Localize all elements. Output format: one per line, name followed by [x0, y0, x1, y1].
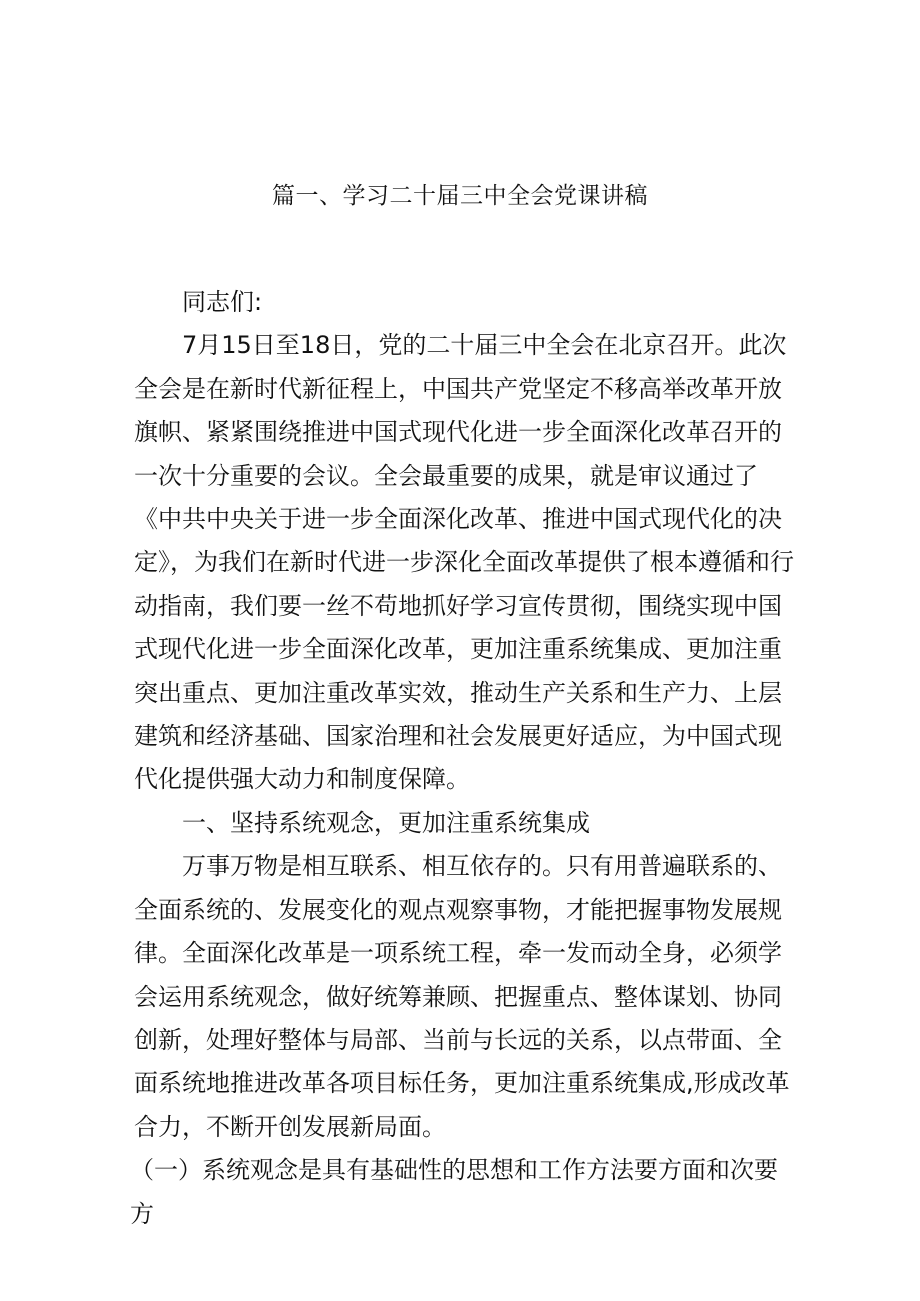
paragraph: 万事万物是相互联系、相互依存的。只有用普遍联系的、全面系统的、发展变化的观点观察事物，才能把握事物发展规律。全面深化改革是一项系统工程，牵一发而动全身，必须学会运用系统观念，做好统筹兼顾、把握重点、整体谋划、协同创新，处理好整体与局部、当前与长远的关系，以点带面、全面系统地推进改革各项目标任务，更加注重系统集成,形成改革合力，不断开创发展新局面。 — [134, 852, 790, 1141]
paragraph: 7月15日至18日，党的二十届三中全会在北京召开。此次全会是在新时代新征程上，中国共产党坚定不移高举改革开放旗帜、紧紧围绕推进中国式现代化进一步全面深化改革召开的一次十分重要的会议。全会最重要的成果，就是审议通过了《中共中央关于进一步全面深化改革、推进中国式现代化的决定》，为我们在新时代进一步深化全面改革提供了根本遵循和行动指南，我们要一丝不苟地抓好学习宣传贯彻，围绕实现中国式现代化进一步全面深化改革，更加注重系统集成、更加注重突出重点、更加注重改革实效，推动生产关系和生产力、上层建筑和经济基础、国家治理和社会发展更好适应，为中国式现代化提供强大动力和制度保障。 — [134, 331, 794, 794]
document-body — [130, 281, 794, 1236]
section-heading: 一、坚持系统观念，更加注重系统集成 — [182, 808, 590, 837]
subsection-heading: （一）系统观念是具有基础性的思想和工作方法要方面和次要方 — [130, 1156, 778, 1228]
salutation: 同志们: — [182, 288, 263, 316]
document-title: 篇一、学习二十届三中全会党课讲稿 — [272, 183, 648, 209]
